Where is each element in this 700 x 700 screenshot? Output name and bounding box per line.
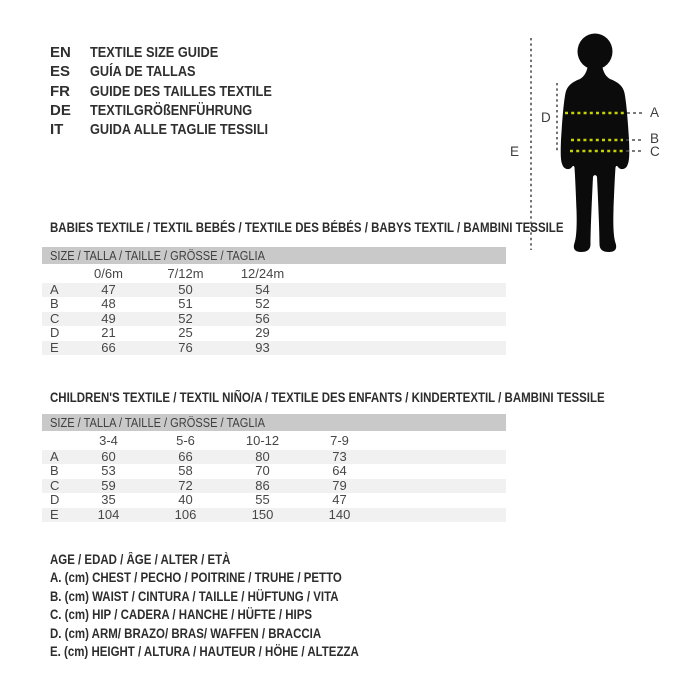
column-header: 0/6m [94, 266, 123, 281]
table-row [42, 297, 506, 311]
table-row [42, 312, 506, 326]
figure-label-chest-A: A [650, 105, 660, 120]
legend-text: A. (cm) CHEST / PECHO / POITRINE / TRUHE / PETTO [50, 570, 342, 586]
size-value: 72 [178, 477, 193, 493]
size-value: 140 [328, 506, 351, 522]
column-header: 12/24m [240, 266, 285, 281]
child-head [578, 34, 613, 70]
size-value: 21 [101, 325, 116, 341]
size-header-text: SIZE / TALLA / TAILLE / GRÖSSE / TAGLIA [50, 415, 265, 430]
figure-label-height-E: E [510, 144, 520, 159]
size-value: 54 [255, 282, 270, 297]
column-header: 5-6 [176, 433, 195, 448]
size-value: 25 [178, 325, 193, 341]
size-value: 106 [174, 506, 197, 522]
size-value: 86 [255, 477, 270, 493]
row-label-spacer [42, 431, 70, 450]
language-code: DE [50, 102, 71, 120]
size-value: 51 [178, 296, 193, 312]
size-value: 93 [255, 339, 270, 355]
legend-text: D. (cm) ARM/ BRAZO/ BRAS/ WAFFEN / BRACCIA [50, 625, 322, 641]
legend-text: E. (cm) HEIGHT / ALTURA / HAUTEUR / HÖHE / ALTEZZA [50, 643, 359, 659]
figure-label-waist-B: B [650, 131, 660, 146]
legend-line [50, 625, 413, 643]
language-title: GUIDA ALLE TAGLIE TESSILI [90, 121, 269, 139]
column-header-row [42, 431, 506, 450]
size-value: 47 [332, 492, 347, 508]
size-header-band [42, 414, 506, 431]
legend-line [50, 643, 413, 661]
language-row [50, 120, 304, 139]
column-header-row [42, 264, 506, 283]
size-value: 55 [255, 492, 270, 508]
legend-text: C. (cm) HIP / CADERA / HANCHE / HÜFTE / HIPS [50, 607, 313, 623]
row-measure-label: B [50, 296, 59, 312]
size-value: 76 [178, 339, 193, 355]
legend-line [50, 569, 413, 587]
size-value: 80 [255, 449, 270, 464]
row-measure-label: C [50, 477, 60, 493]
language-title: GUÍA DE TALLAS [90, 63, 196, 81]
language-code: IT [50, 121, 64, 139]
size-value: 29 [255, 325, 270, 341]
legend-line [50, 551, 413, 569]
table-row [42, 450, 506, 464]
size-value: 48 [101, 296, 116, 312]
language-code: EN [50, 44, 71, 62]
table-row [42, 326, 506, 340]
size-value: 60 [101, 449, 116, 464]
language-title: GUIDE DES TAILLES TEXTILE [90, 82, 272, 100]
row-measure-label: E [50, 339, 59, 355]
language-title: TEXTILGRÖßENFÜHRUNG [90, 102, 253, 120]
row-label-spacer [42, 264, 70, 283]
size-value: 70 [255, 463, 270, 479]
column-header: 10-12 [245, 433, 280, 448]
babies-table-title-text: BABIES TEXTILE / TEXTIL BEBÉS / TEXTILE DES BÉBÉS / BABYS TEXTIL / BAMBINI TESSILE [50, 220, 564, 235]
table-row [42, 508, 506, 522]
size-value: 73 [332, 449, 347, 464]
row-measure-label: C [50, 310, 60, 326]
language-row [50, 82, 304, 101]
figure-label-arm-D: D [541, 110, 551, 125]
row-measure-label: B [50, 463, 59, 479]
size-value: 59 [101, 477, 116, 493]
size-value: 40 [178, 492, 193, 508]
language-code: ES [50, 63, 71, 81]
size-value: 79 [332, 477, 347, 493]
size-value: 66 [178, 449, 193, 464]
language-title: TEXTILE SIZE GUIDE [90, 44, 219, 62]
size-value: 58 [178, 463, 193, 479]
size-value: 35 [101, 492, 116, 508]
size-value: 52 [178, 310, 193, 326]
table-row [42, 464, 506, 478]
language-row [50, 101, 304, 120]
legend-text: B. (cm) WAIST / CINTURA / TAILLE / HÜFTUNG / VITA [50, 588, 339, 604]
legend-line [50, 606, 413, 624]
size-value: 64 [332, 463, 347, 479]
table-row [42, 283, 506, 297]
size-value: 50 [178, 282, 193, 297]
measurement-legend [50, 551, 413, 661]
legend-text: AGE / EDAD / ÂGE / ALTER / ETÀ [50, 552, 231, 567]
size-value: 56 [255, 310, 270, 326]
size-header-text: SIZE / TALLA / TAILLE / GRÖSSE / TAGLIA [50, 248, 265, 263]
language-title-list [50, 43, 304, 139]
row-measure-label: D [50, 325, 60, 341]
column-header: 7-9 [330, 433, 349, 448]
children-table-title-text: CHILDREN'S TEXTILE / TEXTIL NIÑO/A / TEXTILE DES ENFANTS / KINDERTEXTIL / BAMBINI TESSILE [50, 390, 605, 405]
row-measure-label: A [50, 449, 59, 464]
table-row [42, 493, 506, 507]
table-row [42, 341, 506, 355]
size-value: 104 [97, 506, 120, 522]
size-value: 66 [101, 339, 116, 355]
row-measure-label: D [50, 492, 60, 508]
table-row [42, 479, 506, 493]
legend-line [50, 588, 413, 606]
size-value: 52 [255, 296, 270, 312]
babies-size-table [42, 247, 506, 355]
size-value: 49 [101, 310, 116, 326]
children-table-title [50, 391, 700, 405]
babies-table-title [50, 221, 654, 235]
children-size-table [42, 414, 506, 522]
size-header-band [42, 247, 506, 264]
language-row [50, 43, 304, 62]
language-code: FR [50, 82, 70, 100]
size-value: 150 [251, 506, 274, 522]
language-row [50, 62, 304, 81]
row-measure-label: E [50, 506, 59, 522]
size-value: 53 [101, 463, 116, 479]
size-value: 47 [101, 282, 116, 297]
figure-label-hip-C: C [650, 144, 660, 159]
column-header: 7/12m [167, 266, 204, 281]
row-measure-label: A [50, 282, 59, 297]
column-header: 3-4 [99, 433, 118, 448]
